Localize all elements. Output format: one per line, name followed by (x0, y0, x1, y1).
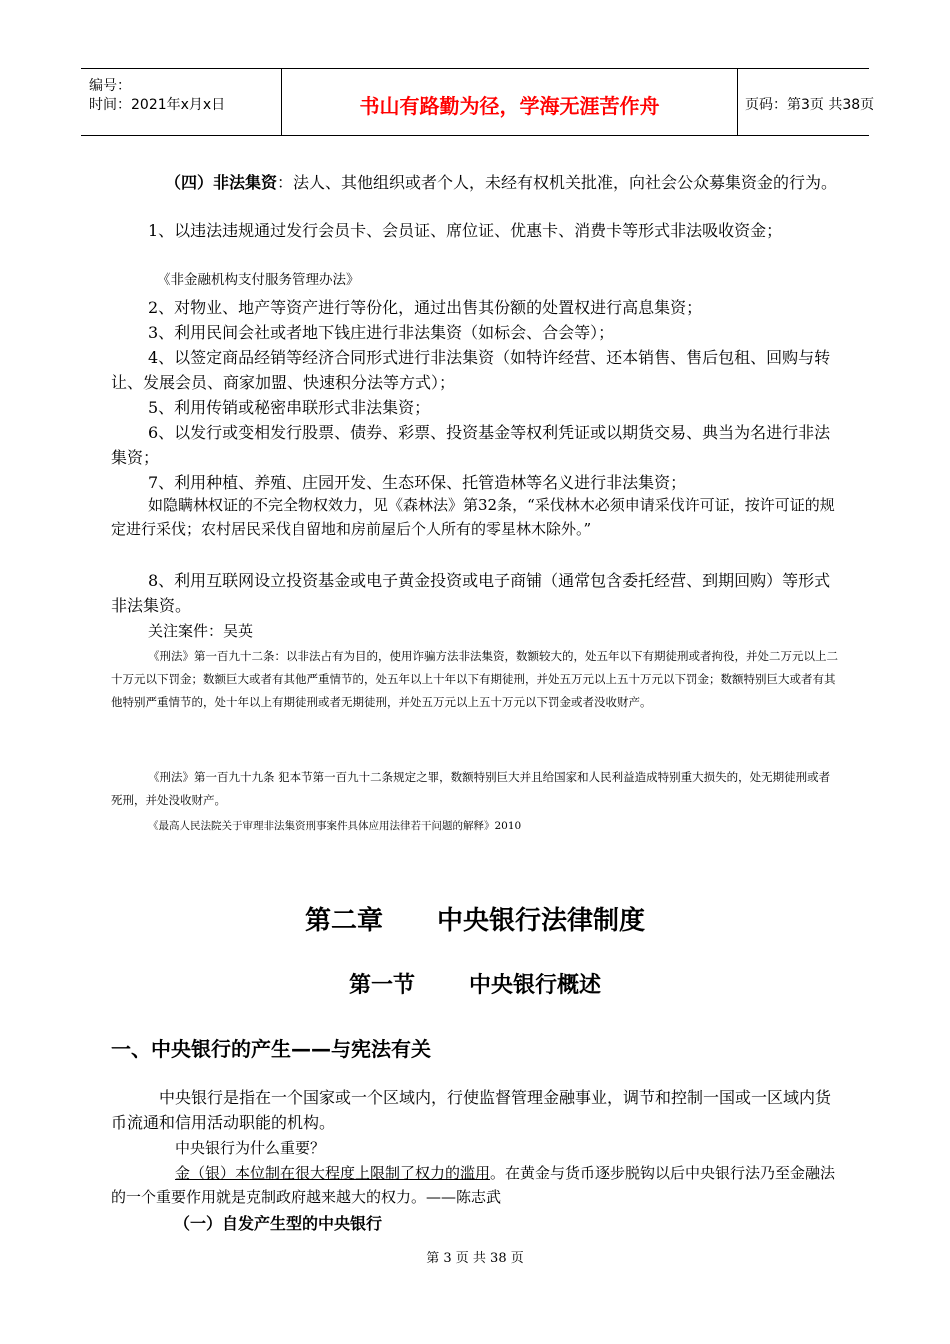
time-label: 时间：2021年x月x日 (89, 97, 226, 113)
criminal-law-192: 《刑法》第一百九十二条：以非法占有为目的，使用诈骗方法非法集资，数额较大的，处五年以下有期徒刑或者拘役，并处二万元以上二十万元以下罚金；数额巨大或者有其他严重情节的，处五年以上十年以下有期徒刑，并处五万元以上五十万元以下罚金；数额特别巨大或者有其他特别严重情节的，处十年以上有期徒刑或者无期徒刑，并处五万元以上五十万元以下罚金或者没收财产。 (111, 649, 838, 709)
reference-regulation: 《非金融机构支付服务管理办法》 (157, 272, 360, 288)
list-item-2: 2、对物业、地产等资产进行等份化，通过出售其份额的处置权进行高息集资； (148, 298, 703, 317)
header-motto-cell (281, 69, 738, 135)
chapter-title (0, 900, 950, 937)
header-page-cell (737, 69, 875, 135)
subheading-illegal-fundraising: （四）非法集资 (165, 173, 278, 192)
section-number: 第一节 (348, 973, 415, 998)
paragraph-illegal-fundraising (111, 170, 839, 195)
criminal-law-199: 《刑法》第一百九十九条 犯本节第一百九十二条规定之罪，数额特别巨大并且给国家和人民利益造成特别重大损失的，处无期徒刑或者死刑，并处没收财产。 (111, 770, 831, 807)
page-label: 页码：第3页 共38页 (745, 97, 875, 113)
list-item-5: 5、利用传销或秘密串联形式非法集资； (148, 398, 431, 417)
subheading-spontaneous: （一）自发产生型的中央银行 (174, 1214, 383, 1233)
definition-text: ：法人、其他组织或者个人，未经有权机关批准，向社会公众募集资金的行为。 (277, 173, 838, 192)
chapter-name: 中央银行法律制度 (437, 906, 646, 936)
page-header (81, 68, 875, 136)
heading-origin: 一、中央银行的产生——与宪法有关 (111, 1037, 431, 1061)
list-item-6: 6、以发行或变相发行股票、债券、彩票、投资基金等权利凭证或以期货交易、典当为名进行非法集资； (111, 423, 831, 467)
quote-paragraph (111, 1161, 839, 1209)
code-label: 编号： (89, 78, 131, 94)
motto: 书山有路勤为径，学海无涯苦作舟 (359, 94, 660, 118)
question-line: 中央银行为什么重要？ (175, 1139, 326, 1157)
section-title (0, 968, 950, 999)
chapter-number: 第二章 (304, 906, 383, 936)
quote-underlined: 金（银）本位制在很大程度上限制了权力的滥用 (175, 1164, 491, 1182)
list-item-1: 1、以违法违规通过发行会员卡、会员证、席位证、优惠卡、消费卡等形式非法吸收资金； (148, 221, 783, 240)
list-item-8: 8、利用互联网设立投资基金或电子黄金投资或电子商铺（通常包含委托经营、到期回购）等形式非法集资。 (111, 571, 831, 615)
list-item-7: 7、利用种植、养殖、庄园开发、生态环保、托管造林等名义进行非法集资； (148, 473, 687, 492)
header-info-cell (81, 69, 281, 135)
definition-paragraph: 中央银行是指在一个国家或一个区域内，行使监督管理金融事业，调节和控制一国或一区域内货币流通和信用活动职能的机构。 (111, 1088, 832, 1132)
case-note: 关注案件：吴英 (148, 622, 254, 640)
section-name: 中央银行概述 (469, 973, 602, 998)
judicial-interpretation: 《最高人民法院关于审理非法集资刑事案件具体应用法律若干问题的解释》2010 (148, 820, 522, 832)
list-item-3: 3、利用民间会社或者地下钱庄进行非法集资（如标会、合会等）； (148, 323, 615, 342)
forest-law-note: 如隐瞒林权证的不完全物权效力，见《森林法》第32条，“采伐林木必须申请采伐许可证，按许可证的规定进行采伐；农村居民采伐自留地和房前屋后个人所有的零星林木除外。” (111, 496, 835, 538)
list-item-4: 4、以签定商品经销等经济合同形式进行非法集资（如特许经营、还本销售、售后包租、回购与转让、发展会员、商家加盟、快速积分法等方式）； (111, 348, 831, 392)
quote-rest: 。在黄金与货币逐步脱钩以后中央银行法乃至金融法的一个重要作用就是克制政府越来越大的权力。——陈志武 (111, 1164, 836, 1206)
page-footer: 第 3 页 共 38 页 (426, 1251, 524, 1266)
